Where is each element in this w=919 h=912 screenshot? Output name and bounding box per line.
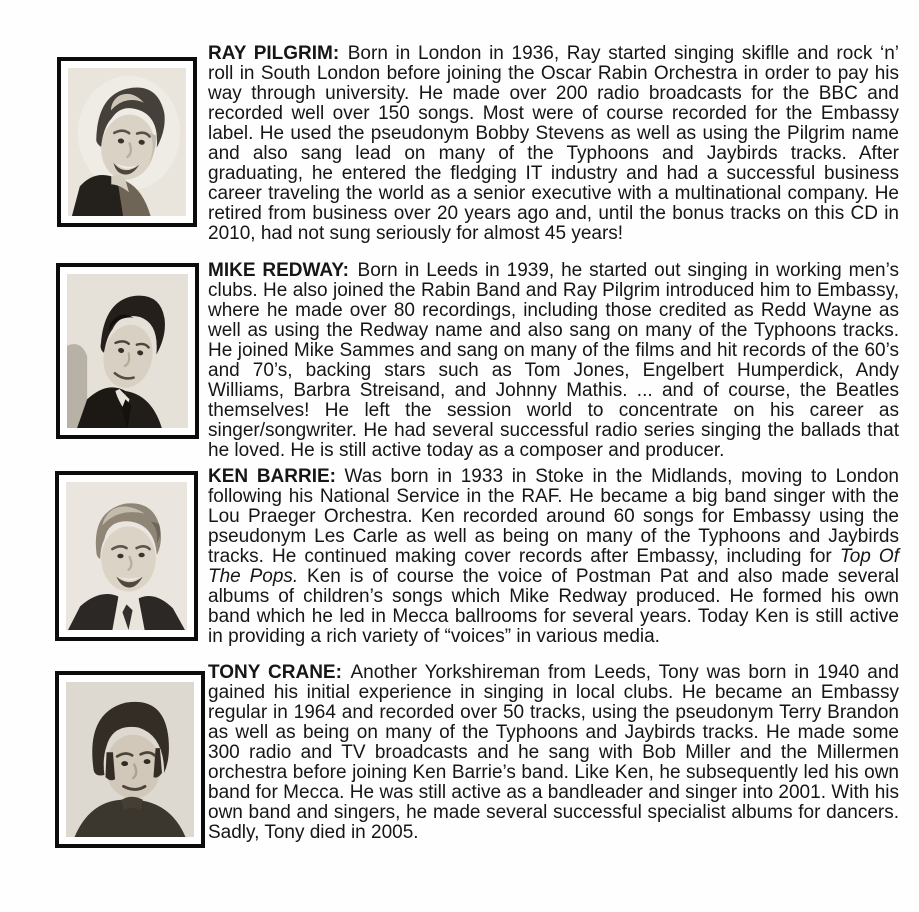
bio-name-ray-pilgrim: RAY PILGRIM: [208,43,340,64]
photo-mike-redway [56,263,199,439]
bio-name-tony-crane: TONY CRANE: [208,662,342,683]
photo-ken-barrie [55,471,198,641]
bio-name-ken-barrie: KEN BARRIE: [208,466,336,487]
bio-mike-redway [208,261,899,461]
mike-redway-portrait-illustration [67,274,188,428]
bio-body-ray-pilgrim: Born in London in 1936, Ray started singing skiflle and rock ‘n’ roll in South London before joining the Oscar Rabin Orchestra in order to pay his way through university. He made over 200 radio broadcasts for the BBC and recorded well over 150 songs. Most were of course recorded for the Embassy label. He used the pseudonym Bobby Stevens as well as using the Pilgrim name and also sang lead on many of the Typhoons and Jaybirds tracks. After graduating, he entered the fledging IT industry and had a successful business career traveling the world as a senior executive with a multinational company. He retired from business over 20 years ago and, until the bonus tracks on this CD in 2010, had not sung seriously for almost 45 years! [208,43,899,244]
ken-barrie-portrait-illustration [66,482,187,630]
bio-ken-barrie [208,467,899,647]
photo-tony-crane [55,671,205,848]
bio-ray-pilgrim [208,44,899,244]
ray-pilgrim-portrait-illustration [68,68,186,216]
bio-tony-crane [208,663,899,843]
bio-body-tony-crane: Another Yorkshireman from Leeds, Tony was born in 1940 and gained his initial experience in singing in local clubs. He became an Embassy regular in 1964 and recorded over 50 tracks, using the pseudonym Terry Brandon as well as being on many of the Typhoons and Jaybirds tracks. He made some 300 radio and TV broadcasts and he sang with Bob Miller and the Millermen orchestra before joining Ken Barrie’s band. Like Ken, he subsequently led his own band for Mecca. He was still active as a bandleader and singer into 2001. With his own band and singers, he made several successful specialist albums for dancers. Sadly, Tony died in 2005. [208,662,899,843]
photo-ray-pilgrim [57,57,197,227]
bio-name-mike-redway: MIKE REDWAY: [208,260,349,281]
bio-body-ken-barrie: Was born in 1933 in Stoke in the Midlands, moving to London following his National Service in the RAF. He became a big band singer with the Lou Praeger Orchestra. Ken recorded around 60 songs for Embassy using the pseudonym Les Carle as well as being on many of the Typhoons and Jaybirds tracks. He continued making cover records after Embassy, including for Top Of The Pops. Ken is of course the voice of Postman Pat and also made several albums of children’s songs which Mike Redway produced. He formed his own band which he led in Mecca ballrooms for several years. Today Ken is still active in providing a rich variety of “voices” in various media. [208,466,899,647]
tony-crane-portrait-illustration [66,682,194,837]
bio-body-mike-redway: Born in Leeds in 1939, he started out singing in working men’s clubs. He also joined the Rabin Band and Ray Pilgrim introduced him to Embassy, where he made over 80 recordings, including those credited as Redd Wayne as well as using the Redway name and also sang on many of the Typhoons tracks. He joined Mike Sammes and sang on many of the films and hit records of the 60’s and 70’s, backing stars such as Tom Jones, Engelbert Humperdick, Andy Williams, Barbra Streisand, and Johnny Mathis. ... and of course, the Beatles themselves! He left the session world to concentrate on his career as singer/songwriter. He had several successful radio series singing the ballads that he loved. He is still active today as a composer and producer. [208,260,899,461]
